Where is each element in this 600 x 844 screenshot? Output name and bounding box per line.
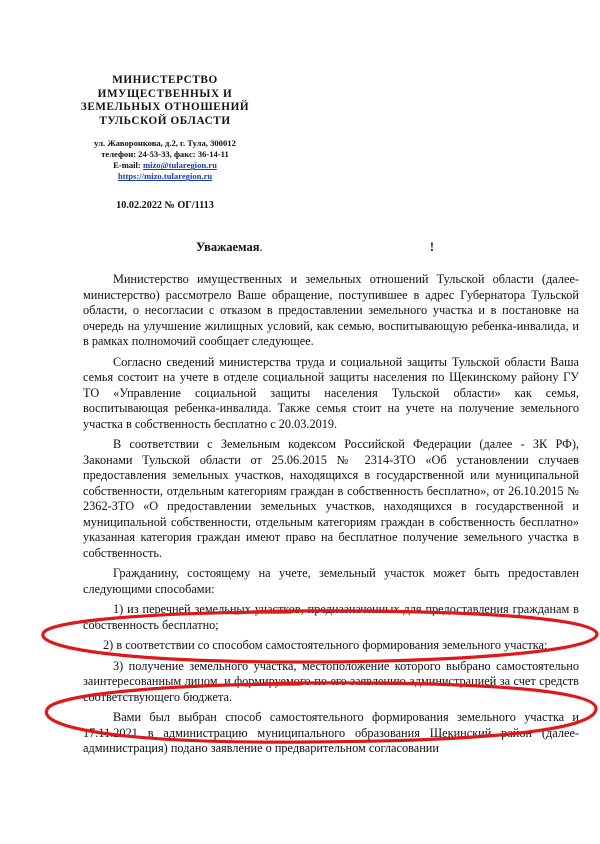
paragraph-legal-basis: В соответствии с Земельным кодексом Российской Федерации (далее - ЗК РФ), Законами Тульской области от 25.06.2015 № 2314-ЗТО «Об установлении случаев предоставления земельных участков, находящихся в государственной или муниципальной собственности, отдельным категориям граждан в собственность бесплатно», от 26.10.2015 № 2362-ЗТО «О предоставлении земельных участков, находящихся в государственной и муниципальной собственности, отдельным категориям граждан в собственность бесплатно» указанная категория граждан имеют право на бесплатное получение земельного участка в собственность. — [83, 437, 579, 560]
ministry-name-line: ИМУЩЕСТВЕННЫХ И — [97, 87, 233, 100]
ministry-name-line: ТУЛЬСКОЙ ОБЛАСТИ — [99, 114, 231, 127]
paragraph-intro: Министерство имущественных и земельных отношений Тульской области (далее-министерство) рассмотрело Ваше обращение, поступившее в адрес Губернатора Тульской области, о несогласии с отказом в предоставлении земельного участка и в постановке на очередь на улучшение жилищных условий, как семью, воспитывающую ребенка-инвалида, и в рамках полномочий сообщает следующее. — [83, 272, 579, 348]
paragraph-registration-status: Согласно сведений министерства труда и социальной защиты Тульской области Ваша семья состоит на учете в отделе социальной защиты населения по Щекинскому району ГУ ТО «Управление социальной защиты населения Тульской области» как семья, воспитывающая ребенка-инвалида. Также семья стоит на учете на получение земельного участка в собственность бесплатно с 20.03.2019. — [83, 354, 579, 431]
ministry-name-line: ЗЕМЕЛЬНЫХ ОТНОШЕНИЙ — [80, 101, 250, 114]
website-link[interactable]: https://mizo.tularegion.ru — [117, 171, 213, 182]
salutation-exclamation: ! — [429, 240, 434, 254]
letterhead — [50, 74, 280, 211]
ministry-name — [50, 74, 280, 128]
contact-block — [50, 138, 280, 182]
paragraph-methods-intro: Гражданину, состоящему на учете, земельный участок может быть предоставлен следующими способами: — [83, 566, 579, 596]
registration-number: 10.02.2022 № ОГ/1113 — [116, 200, 214, 212]
address: ул. Жаворонкова, д.2, г. Тула, 300012 — [94, 138, 236, 149]
ministry-name-line: МИНИСТЕРСТВО — [112, 74, 218, 86]
method-item-1: 1) из перечней земельных участков, предназначенных для предоставления гражданам в собственность бесплатно; — [83, 602, 579, 632]
salutation-word: Уважаемая — [196, 240, 260, 254]
salutation-dot: . — [259, 240, 263, 254]
phone-fax: телефон: 24-53-33, факс: 36-14-11 — [101, 149, 229, 160]
paragraph-chosen-method: Вами был выбран способ самостоятельного формирования земельного участка и 17.11.2021 в администрацию муниципального образования Щекинский район (далее-администрация) подано заявление о предварительном согласовании — [83, 710, 579, 755]
method-item-3: 3) получение земельного участка, местоположение которого выбрано самостоятельно заинтересованным лицом, и формируемого по его заявлению администрацией за счет средств соответствующего бюджета. — [83, 658, 579, 704]
letter-body — [83, 272, 579, 757]
method-item-2: 2) в соответствии со способом самостоятельного формирования земельного участка; — [103, 638, 548, 652]
email-link[interactable]: mizo@tularegion.ru — [142, 160, 217, 171]
email-label: E-mail: — [113, 160, 143, 171]
salutation — [196, 240, 440, 255]
website-line — [50, 171, 280, 182]
email-line — [50, 160, 280, 171]
